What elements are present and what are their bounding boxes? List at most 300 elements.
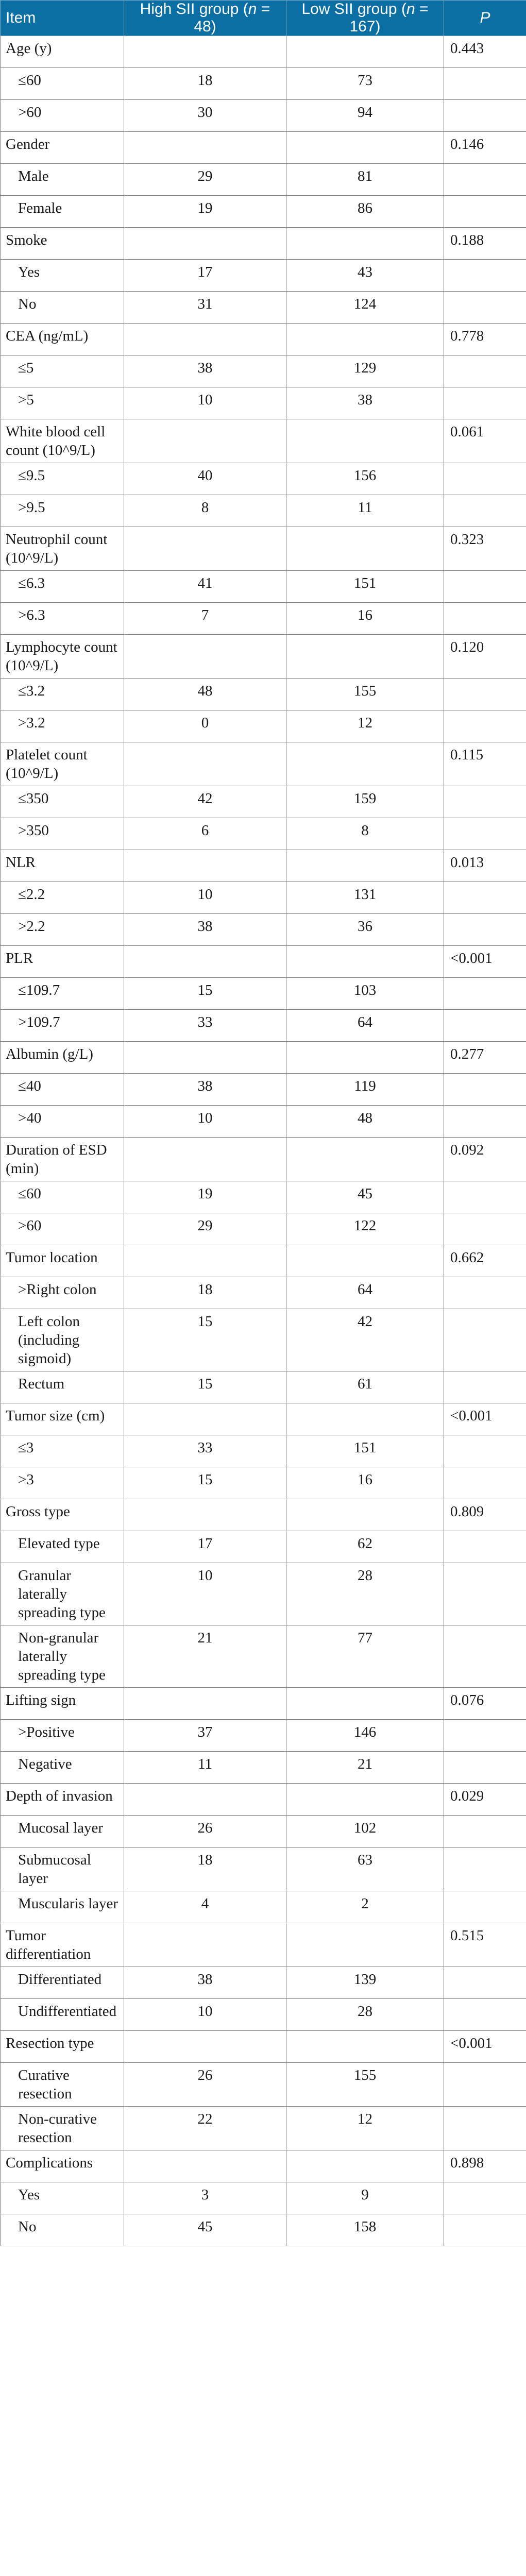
high-sii-count: 10 (124, 387, 286, 419)
high-sii-count: 19 (124, 196, 286, 228)
p-value: 0.515 (444, 1923, 526, 1967)
low-sii-count: 28 (286, 1563, 444, 1625)
high-sii-count (124, 132, 286, 164)
p-value (444, 1277, 526, 1309)
table-row (1, 1309, 526, 1371)
row-label: Albumin (g/L) (1, 1042, 124, 1074)
row-label: >6.3 (1, 603, 124, 635)
low-sii-count: 62 (286, 1531, 444, 1563)
high-sii-count: 7 (124, 603, 286, 635)
p-value (444, 1816, 526, 1848)
row-label: Mucosal layer (1, 1816, 124, 1848)
row-label: >40 (1, 1106, 124, 1138)
low-sii-count: 151 (286, 1435, 444, 1467)
row-label: Tumor differentiation (1, 1923, 124, 1967)
low-sii-count: 103 (286, 978, 444, 1010)
low-sii-count: 129 (286, 355, 444, 387)
p-value: 0.146 (444, 132, 526, 164)
low-sii-count (286, 132, 444, 164)
row-label: Platelet count (10^9/L) (1, 742, 124, 786)
p-value (444, 2107, 526, 2150)
high-sii-count: 37 (124, 1720, 286, 1752)
high-sii-count: 11 (124, 1752, 286, 1784)
table-row (1, 786, 526, 818)
table-row (1, 2150, 526, 2182)
p-value: 0.188 (444, 228, 526, 260)
row-label: Yes (1, 260, 124, 292)
low-sii-count: 139 (286, 1967, 444, 1999)
high-sii-count: 18 (124, 1848, 286, 1891)
row-label: Male (1, 164, 124, 196)
high-sii-count (124, 36, 286, 68)
low-sii-count: 2 (286, 1891, 444, 1923)
p-value: 0.120 (444, 635, 526, 679)
low-sii-count (286, 850, 444, 882)
high-sii-count (124, 527, 286, 571)
p-value (444, 2063, 526, 2107)
row-label: >109.7 (1, 1010, 124, 1042)
high-sii-count (124, 228, 286, 260)
p-value (444, 1752, 526, 1784)
high-sii-count: 10 (124, 1999, 286, 2031)
table-row (1, 1467, 526, 1499)
row-label: ≤40 (1, 1074, 124, 1106)
p-value: 0.061 (444, 419, 526, 463)
high-sii-count: 21 (124, 1625, 286, 1688)
row-label: White blood cell count (10^9/L) (1, 419, 124, 463)
p-value: 0.076 (444, 1688, 526, 1720)
p-value (444, 260, 526, 292)
low-sii-count: 11 (286, 495, 444, 527)
p-value (444, 882, 526, 914)
table-row (1, 1435, 526, 1467)
p-value (444, 710, 526, 742)
table-row (1, 1999, 526, 2031)
high-sii-count: 31 (124, 292, 286, 324)
high-sii-count: 33 (124, 1435, 286, 1467)
low-sii-count (286, 228, 444, 260)
high-sii-count (124, 742, 286, 786)
table-row (1, 679, 526, 710)
row-label: CEA (ng/mL) (1, 324, 124, 355)
row-label: Resection type (1, 2031, 124, 2063)
row-label: ≤3.2 (1, 679, 124, 710)
p-value (444, 914, 526, 946)
low-sii-count (286, 635, 444, 679)
low-sii-count: 94 (286, 100, 444, 132)
high-sii-count (124, 324, 286, 355)
row-label: Rectum (1, 1371, 124, 1403)
p-value (444, 786, 526, 818)
p-value (444, 603, 526, 635)
p-value (444, 1181, 526, 1213)
table-row (1, 882, 526, 914)
low-sii-count: 64 (286, 1010, 444, 1042)
high-sii-count: 15 (124, 1309, 286, 1371)
row-label: Left colon (including sigmoid) (1, 1309, 124, 1371)
row-label: ≤350 (1, 786, 124, 818)
low-sii-count: 155 (286, 679, 444, 710)
table-row (1, 914, 526, 946)
row-label: Submucosal layer (1, 1848, 124, 1891)
low-sii-count: 12 (286, 710, 444, 742)
table-row (1, 1371, 526, 1403)
row-label: ≤109.7 (1, 978, 124, 1010)
table-row (1, 603, 526, 635)
table-row (1, 36, 526, 68)
p-value (444, 463, 526, 495)
table-row (1, 710, 526, 742)
low-sii-count: 61 (286, 1371, 444, 1403)
low-sii-count (286, 36, 444, 68)
row-label: ≤3 (1, 1435, 124, 1467)
table-row (1, 742, 526, 786)
row-label: >3.2 (1, 710, 124, 742)
table-body (1, 36, 526, 2246)
table-row (1, 1891, 526, 1923)
table-row (1, 2031, 526, 2063)
row-label: Smoke (1, 228, 124, 260)
p-value (444, 571, 526, 603)
table-row (1, 324, 526, 355)
high-sii-count: 19 (124, 1181, 286, 1213)
header-high-sii: High SII group (n = 48) (124, 1, 286, 36)
high-sii-count: 6 (124, 818, 286, 850)
p-value (444, 1213, 526, 1245)
low-sii-count (286, 1042, 444, 1074)
table-row (1, 2107, 526, 2150)
row-label: Curative resection (1, 2063, 124, 2107)
high-sii-count (124, 1923, 286, 1967)
high-sii-count (124, 1042, 286, 1074)
low-sii-count: 158 (286, 2214, 444, 2246)
table-row (1, 1531, 526, 1563)
high-sii-count: 17 (124, 260, 286, 292)
table-row (1, 2214, 526, 2246)
row-label: Differentiated (1, 1967, 124, 1999)
row-label: >3 (1, 1467, 124, 1499)
high-sii-count: 15 (124, 1371, 286, 1403)
table-row (1, 1074, 526, 1106)
table-row (1, 1848, 526, 1891)
low-sii-count: 146 (286, 1720, 444, 1752)
table-row (1, 100, 526, 132)
row-label: Lifting sign (1, 1688, 124, 1720)
p-value (444, 978, 526, 1010)
low-sii-count: 86 (286, 196, 444, 228)
p-value (444, 1074, 526, 1106)
table-row (1, 132, 526, 164)
low-sii-count (286, 527, 444, 571)
p-value (444, 2182, 526, 2214)
table-row (1, 1277, 526, 1309)
p-value (444, 1625, 526, 1688)
low-sii-count: 156 (286, 463, 444, 495)
low-sii-count: 45 (286, 1181, 444, 1213)
p-value: 0.115 (444, 742, 526, 786)
low-sii-count (286, 946, 444, 978)
table-row (1, 2182, 526, 2214)
p-value: 0.662 (444, 1245, 526, 1277)
p-value: 0.323 (444, 527, 526, 571)
p-value (444, 164, 526, 196)
high-sii-count (124, 946, 286, 978)
p-value (444, 679, 526, 710)
p-value: 0.443 (444, 36, 526, 68)
p-value (444, 818, 526, 850)
p-value (444, 100, 526, 132)
low-sii-count: 151 (286, 571, 444, 603)
low-sii-count: 48 (286, 1106, 444, 1138)
table-row (1, 196, 526, 228)
high-sii-count: 26 (124, 2063, 286, 2107)
row-label: Duration of ESD (min) (1, 1138, 124, 1181)
p-value (444, 1010, 526, 1042)
high-sii-count: 48 (124, 679, 286, 710)
low-sii-count: 42 (286, 1309, 444, 1371)
row-label: ≤2.2 (1, 882, 124, 914)
high-sii-count: 4 (124, 1891, 286, 1923)
p-value: 0.092 (444, 1138, 526, 1181)
table-row (1, 1784, 526, 1816)
p-value (444, 1106, 526, 1138)
low-sii-count: 122 (286, 1213, 444, 1245)
table-header-row (1, 1, 526, 36)
row-label: Negative (1, 1752, 124, 1784)
table-row (1, 946, 526, 978)
row-label: Non-curative resection (1, 2107, 124, 2150)
row-label: >350 (1, 818, 124, 850)
p-value (444, 1967, 526, 1999)
high-sii-count: 45 (124, 2214, 286, 2246)
table-row (1, 463, 526, 495)
high-sii-count: 15 (124, 1467, 286, 1499)
high-sii-count (124, 1138, 286, 1181)
row-label: Elevated type (1, 1531, 124, 1563)
high-sii-count: 26 (124, 1816, 286, 1848)
table-row (1, 1213, 526, 1245)
table-row (1, 1138, 526, 1181)
table-row (1, 1752, 526, 1784)
p-value: <0.001 (444, 1403, 526, 1435)
low-sii-count: 16 (286, 1467, 444, 1499)
table-row (1, 419, 526, 463)
table-row (1, 1816, 526, 1848)
low-sii-count: 131 (286, 882, 444, 914)
low-sii-count: 16 (286, 603, 444, 635)
row-label: Muscularis layer (1, 1891, 124, 1923)
low-sii-count (286, 1403, 444, 1435)
row-label: Depth of invasion (1, 1784, 124, 1816)
row-label: ≤60 (1, 1181, 124, 1213)
row-label: >60 (1, 1213, 124, 1245)
high-sii-count: 40 (124, 463, 286, 495)
low-sii-count: 43 (286, 260, 444, 292)
table-row (1, 1967, 526, 1999)
row-label: No (1, 292, 124, 324)
high-sii-count (124, 2031, 286, 2063)
table-row (1, 2063, 526, 2107)
row-label: Gross type (1, 1499, 124, 1531)
table-row (1, 850, 526, 882)
high-sii-count: 0 (124, 710, 286, 742)
high-sii-count: 30 (124, 100, 286, 132)
table-row (1, 292, 526, 324)
low-sii-count (286, 2150, 444, 2182)
p-value (444, 1531, 526, 1563)
row-label: ≤9.5 (1, 463, 124, 495)
table-row (1, 1010, 526, 1042)
low-sii-count: 155 (286, 2063, 444, 2107)
high-sii-count (124, 2150, 286, 2182)
low-sii-count (286, 1688, 444, 1720)
low-sii-count (286, 1138, 444, 1181)
row-label: NLR (1, 850, 124, 882)
high-sii-count: 15 (124, 978, 286, 1010)
low-sii-count: 81 (286, 164, 444, 196)
low-sii-count (286, 1499, 444, 1531)
p-value (444, 1467, 526, 1499)
p-value: 0.898 (444, 2150, 526, 2182)
p-value (444, 1309, 526, 1371)
row-label: >2.2 (1, 914, 124, 946)
p-value (444, 2214, 526, 2246)
p-value: 0.013 (444, 850, 526, 882)
table-row (1, 818, 526, 850)
p-value (444, 68, 526, 100)
high-sii-count: 22 (124, 2107, 286, 2150)
table-row (1, 355, 526, 387)
high-sii-count: 18 (124, 1277, 286, 1309)
low-sii-count: 63 (286, 1848, 444, 1891)
low-sii-count (286, 742, 444, 786)
low-sii-count: 119 (286, 1074, 444, 1106)
high-sii-count: 41 (124, 571, 286, 603)
high-sii-count (124, 635, 286, 679)
row-label: >Positive (1, 1720, 124, 1752)
high-sii-count: 29 (124, 1213, 286, 1245)
row-label: Granular laterally spreading type (1, 1563, 124, 1625)
row-label: >Right colon (1, 1277, 124, 1309)
table-row (1, 1720, 526, 1752)
low-sii-count (286, 1923, 444, 1967)
high-sii-count: 8 (124, 495, 286, 527)
row-label: Age (y) (1, 36, 124, 68)
row-label: Tumor location (1, 1245, 124, 1277)
p-value: 0.277 (444, 1042, 526, 1074)
table-row (1, 527, 526, 571)
high-sii-count: 38 (124, 914, 286, 946)
p-value: 0.778 (444, 324, 526, 355)
high-sii-count: 29 (124, 164, 286, 196)
high-sii-count: 17 (124, 1531, 286, 1563)
row-label: Non-granular laterally spreading type (1, 1625, 124, 1688)
low-sii-count (286, 324, 444, 355)
table-row (1, 1625, 526, 1688)
low-sii-count: 124 (286, 292, 444, 324)
p-value (444, 292, 526, 324)
table-row (1, 1688, 526, 1720)
p-value: <0.001 (444, 2031, 526, 2063)
high-sii-count: 10 (124, 1106, 286, 1138)
high-sii-count: 3 (124, 2182, 286, 2214)
table-row (1, 387, 526, 419)
high-sii-count (124, 419, 286, 463)
low-sii-count: 73 (286, 68, 444, 100)
low-sii-count: 8 (286, 818, 444, 850)
p-value (444, 1435, 526, 1467)
table-row (1, 1181, 526, 1213)
row-label: >60 (1, 100, 124, 132)
row-label: Gender (1, 132, 124, 164)
low-sii-count: 28 (286, 1999, 444, 2031)
low-sii-count: 12 (286, 2107, 444, 2150)
high-sii-count: 38 (124, 1967, 286, 1999)
p-value (444, 1999, 526, 2031)
table-row (1, 1106, 526, 1138)
header-p: P (444, 1, 526, 36)
p-value (444, 1848, 526, 1891)
table-row (1, 228, 526, 260)
low-sii-count: 21 (286, 1752, 444, 1784)
low-sii-count: 9 (286, 2182, 444, 2214)
p-value (444, 1371, 526, 1403)
high-sii-count (124, 1403, 286, 1435)
high-sii-count: 38 (124, 1074, 286, 1106)
high-sii-count (124, 1784, 286, 1816)
row-label: No (1, 2214, 124, 2246)
header-low-sii: Low SII group (n = 167) (286, 1, 444, 36)
row-label: Neutrophil count (10^9/L) (1, 527, 124, 571)
low-sii-count: 159 (286, 786, 444, 818)
row-label: >9.5 (1, 495, 124, 527)
p-value (444, 355, 526, 387)
p-value: 0.809 (444, 1499, 526, 1531)
low-sii-count (286, 2031, 444, 2063)
table-row (1, 1923, 526, 1967)
table-row (1, 68, 526, 100)
table-row (1, 978, 526, 1010)
high-sii-count (124, 1245, 286, 1277)
table-row (1, 1245, 526, 1277)
table-row (1, 495, 526, 527)
low-sii-count: 38 (286, 387, 444, 419)
high-sii-count: 38 (124, 355, 286, 387)
low-sii-count: 102 (286, 1816, 444, 1848)
table-row (1, 571, 526, 603)
table-row (1, 164, 526, 196)
table-row (1, 260, 526, 292)
row-label: Lymphocyte count (10^9/L) (1, 635, 124, 679)
row-label: ≤6.3 (1, 571, 124, 603)
row-label: Tumor size (cm) (1, 1403, 124, 1435)
row-label: ≤5 (1, 355, 124, 387)
low-sii-count (286, 1784, 444, 1816)
table-row (1, 635, 526, 679)
table-row (1, 1403, 526, 1435)
p-value (444, 495, 526, 527)
p-value (444, 387, 526, 419)
low-sii-count (286, 1245, 444, 1277)
p-value (444, 1891, 526, 1923)
high-sii-count: 42 (124, 786, 286, 818)
p-value (444, 196, 526, 228)
high-sii-count: 18 (124, 68, 286, 100)
p-value (444, 1720, 526, 1752)
low-sii-count (286, 419, 444, 463)
row-label: Yes (1, 2182, 124, 2214)
p-value (444, 1563, 526, 1625)
